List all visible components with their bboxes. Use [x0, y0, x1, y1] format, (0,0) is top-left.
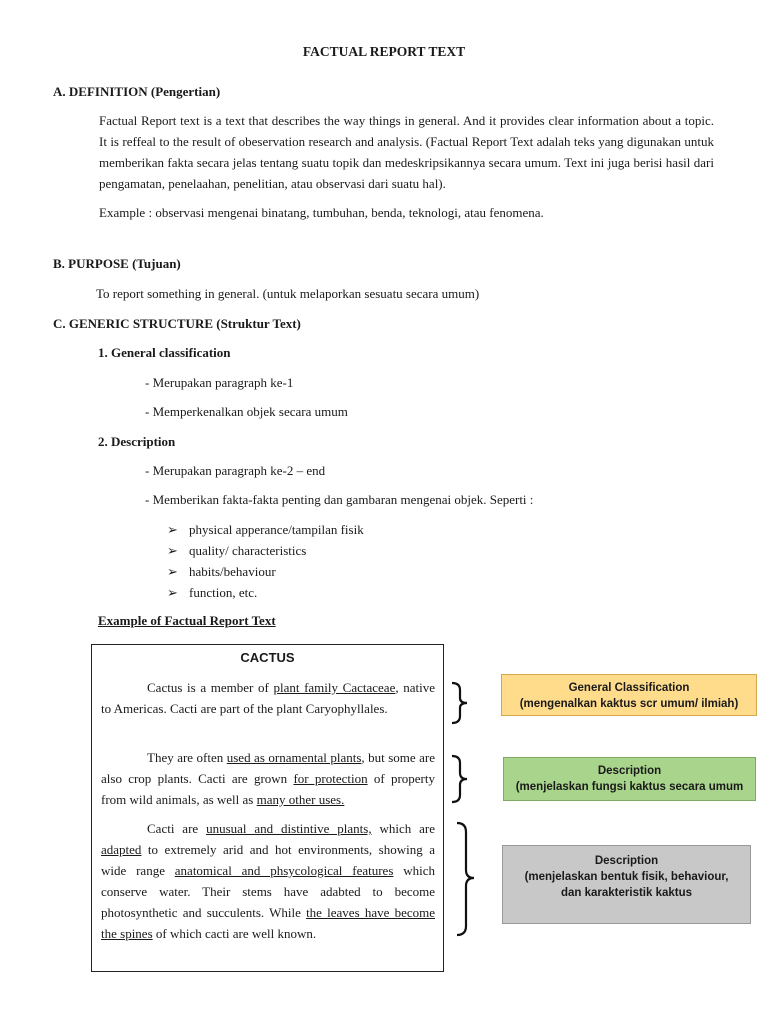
classification-point: - Merupakan paragraph ke-1 [145, 375, 294, 390]
section-c-heading: C. GENERIC STRUCTURE (Struktur Text) [53, 316, 301, 331]
bullet-text: physical apperance/tampilan fisik [189, 522, 364, 537]
bullet-text: function, etc. [189, 585, 258, 600]
underlined-phrase: anatomical and phsycological features [174, 863, 394, 878]
underlined-phrase: unusual and distintive plants, [206, 821, 372, 836]
text-run: They are often [147, 750, 227, 765]
text-run: to extremely arid and hot environments, showing a wide range [101, 842, 435, 878]
example-title: Example of Factual Report Text [98, 613, 276, 628]
description-heading: 2. Description [98, 434, 176, 449]
label-title: Description [594, 855, 659, 867]
text-run: Cacti are [147, 821, 207, 836]
description-point: - Memberikan fakta-fakta penting dan gambaran mengenai objek. Seperti : [145, 492, 534, 507]
text-run: which are [371, 821, 436, 836]
text-run: of property from wild animals, as well as [101, 771, 435, 807]
underlined-phrase: used as ornamental plants [226, 750, 362, 765]
bullet-item [167, 522, 364, 538]
text-run: , native to Americas. Cacti are part of the plant Caryophyllales. [101, 680, 435, 716]
definition-paragraph: Factual Report text is a text that describes the way things in general. And it provides clear information about a topic. It is reffeal to the result of obeservation research and analysis. (Factual Report Text adalah teks yang digunakan untuk memberikan fakta secara jelas tentang suatu topik dan medeskripsikannya secara umum. Text ini juga berisi hasil dari pengamatan, penelaahan, penelitian, atau observasi dari suatu hal). [99, 113, 714, 191]
cactus-title: CACTUS [240, 650, 295, 665]
description-point: - Merupakan paragraph ke-2 – end [145, 463, 326, 478]
text-run: of which cacti are well known. [152, 926, 317, 941]
description-label-2 [502, 845, 751, 924]
arrow-bullet-icon: ➢ [167, 543, 178, 558]
general-classification-heading: 1. General classification [98, 345, 231, 360]
label-subtitle: (menjelaskan fungsi kaktus secara umum [515, 781, 744, 793]
section-b-heading: B. PURPOSE (Tujuan) [53, 256, 181, 271]
general-classification-label [501, 674, 757, 716]
text-run: Cactus is a member of [147, 680, 274, 695]
brace-description-2 [455, 822, 479, 936]
label-subtitle-2: dan karakteristik kaktus [560, 887, 693, 899]
classification-point: - Memperkenalkan objek secara umum [145, 404, 348, 419]
underlined-phrase: plant family Cactaceae [273, 680, 396, 695]
bullet-text: quality/ characteristics [189, 543, 307, 558]
underlined-phrase: the leaves have become the spines [101, 905, 435, 941]
label-title: General Classification [568, 682, 690, 694]
underlined-phrase: for protection [293, 771, 368, 786]
cactus-paragraph-1 [101, 677, 435, 719]
description-label-1 [503, 757, 756, 801]
text-run: , but some are also crop plants. Cacti are grown [101, 750, 436, 786]
bullet-item [167, 543, 306, 559]
page-title: FACTUAL REPORT TEXT [302, 44, 466, 59]
cactus-paragraph-2 [101, 747, 435, 810]
text-run: which conserve water. Their stems have adabted to become photosynthetic and succulents. While [101, 863, 435, 920]
definition-example: Example : observasi mengenai binatang, tumbuhan, benda, teknologi, atau fenomena. [99, 205, 544, 220]
cactus-example-box [91, 644, 444, 972]
underlined-phrase: many other uses. [256, 792, 345, 807]
arrow-bullet-icon: ➢ [167, 585, 178, 600]
cactus-paragraph-3 [101, 818, 435, 944]
label-subtitle: (mengenalkan kaktus scr umum/ ilmiah) [519, 698, 739, 710]
brace-description-1 [450, 755, 472, 803]
brace-general [450, 682, 472, 724]
arrow-bullet-icon: ➢ [167, 522, 178, 537]
purpose-text: To report something in general. (untuk melaporkan sesuatu secara umum) [96, 286, 480, 301]
label-subtitle: (menjelaskan bentuk fisik, behaviour, [524, 871, 729, 883]
bullet-item [167, 585, 257, 601]
label-title: Description [597, 765, 662, 777]
arrow-bullet-icon: ➢ [167, 564, 178, 579]
underlined-phrase: adapted [101, 842, 142, 857]
bullet-text: habits/behaviour [189, 564, 276, 579]
section-a-heading: A. DEFINITION (Pengertian) [53, 84, 221, 99]
bullet-item [167, 564, 276, 580]
